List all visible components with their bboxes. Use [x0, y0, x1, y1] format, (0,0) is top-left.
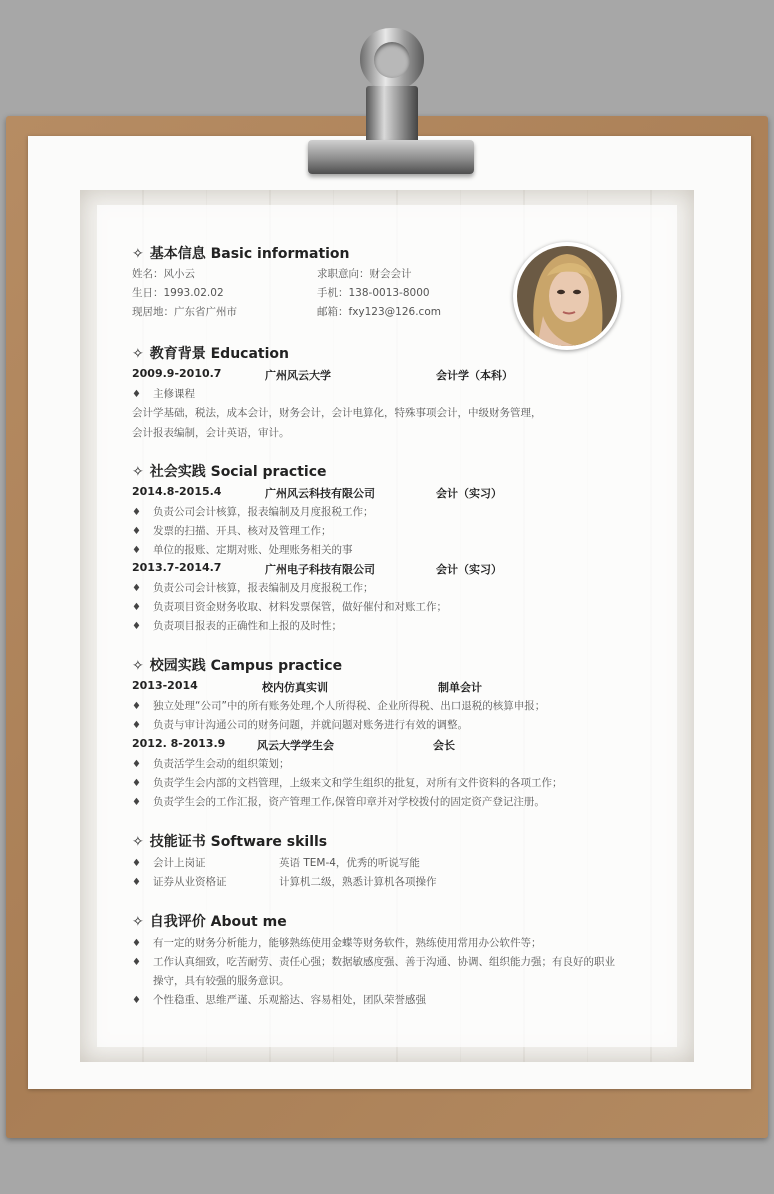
- activity-role: 会长: [433, 739, 455, 752]
- sparkle-icon: ✧: [132, 834, 144, 850]
- email-field: 邮箱：fxy123@126.com: [317, 306, 441, 318]
- section-title-skills: ✧ 技能证书 Software skills: [132, 834, 328, 850]
- section-title-about: ✧ 自我评价 About me: [132, 914, 287, 930]
- job-period: 2014.8-2015.4: [132, 485, 222, 498]
- list-item: ♦ 会计上岗证: [132, 857, 206, 869]
- section-title-education: ✧ 教育背景 Education: [132, 346, 289, 362]
- bullet-icon: ♦: [132, 759, 141, 770]
- list-item: ♦ 负责活学生会动的组织策划；: [132, 758, 290, 770]
- bullet-icon: ♦: [132, 957, 141, 968]
- education-period: 2009.9-2010.7: [132, 367, 222, 380]
- section-title-campus: ✧ 校园实践 Campus practice: [132, 658, 343, 674]
- skill-desc: 计算机二级，熟悉计算机各项操作: [279, 876, 437, 888]
- education-school: 广州风云大学: [265, 369, 331, 382]
- list-item: ♦ 负责与审计沟通公司的财务问题，并就问题对账务进行有效的调整。: [132, 719, 468, 731]
- bullet-icon: ♦: [132, 507, 141, 518]
- bullet-icon: ♦: [132, 797, 141, 808]
- activity-org: 风云大学学生会: [257, 739, 334, 752]
- courses-line: 会计学基础，税法，成本会计，财务会计，会计电算化，特殊事项会计，中级财务管理，: [132, 407, 542, 419]
- birth-field: 生日：1993.02.02: [132, 287, 224, 299]
- list-item: ♦ 发票的扫描、开具、核对及管理工作；: [132, 525, 332, 537]
- sparkle-icon: ✧: [132, 246, 144, 262]
- list-item: ♦ 负责项目资金财务收取、材料发票保管，做好催付和对账工作；: [132, 601, 447, 613]
- bullet-icon: ♦: [132, 602, 141, 613]
- bullet-icon: ♦: [132, 583, 141, 594]
- section-title-basic: ✧ 基本信息 Basic information: [132, 246, 350, 262]
- list-item: ♦ 负责公司会计核算，报表编制及月度报税工作；: [132, 582, 374, 594]
- sparkle-icon: ✧: [132, 914, 144, 930]
- sparkle-icon: ✧: [132, 346, 144, 362]
- list-item: ♦ 负责学生会的工作汇报，资产管理工作,保管印章并对学校拨付的固定资产登记注册。: [132, 796, 545, 808]
- avatar: [513, 242, 621, 350]
- intention-field: 求职意向：财会会计: [317, 268, 412, 280]
- courses-line: 会计报表编制，会计英语，审计。: [132, 427, 290, 439]
- list-item: ♦ 负责学生会内部的文档管理，上级来文和学生组织的批复，对所有文件资料的各项工作；: [132, 777, 563, 789]
- bullet-icon: ♦: [132, 858, 141, 869]
- job-company: 广州风云科技有限公司: [265, 487, 375, 500]
- job-period: 2013.7-2014.7: [132, 561, 222, 574]
- bullet-icon: ♦: [132, 621, 141, 632]
- sparkle-icon: ✧: [132, 658, 144, 674]
- list-item: ♦ 负责公司会计核算，报表编制及月度报税工作；: [132, 506, 374, 518]
- list-item-continuation: 操守，具有较强的服务意识。: [153, 975, 290, 987]
- list-item: ♦ 有一定的财务分析能力，能够熟练使用金蝶等财务软件，熟练使用常用办公软件等；: [132, 937, 542, 949]
- education-major: 会计学（本科）: [436, 369, 513, 382]
- name-field: 姓名：风小云: [132, 268, 195, 280]
- list-item: ♦ 个性稳重、思维严谨、乐观豁达、容易相处，团队荣誉感强: [132, 994, 426, 1006]
- sparkle-icon: ✧: [132, 464, 144, 480]
- bullet-icon: ♦: [132, 701, 141, 712]
- activity-role: 制单会计: [438, 681, 482, 694]
- job-company: 广州电子科技有限公司: [265, 563, 375, 576]
- list-item: ♦ 单位的报账、定期对账、处理账务相关的事: [132, 544, 353, 556]
- list-item: ♦ 负责项目报表的正确性和上报的及时性；: [132, 620, 342, 632]
- list-item: ♦ 主修课程: [132, 388, 195, 400]
- activity-period: 2013-2014: [132, 679, 198, 692]
- job-role: 会计（实习）: [436, 487, 502, 500]
- job-role: 会计（实习）: [436, 563, 502, 576]
- list-item: ♦ 工作认真细致，吃苦耐劳、责任心强；数据敏感度强、善于沟通、协调、组织能力强；有良好的职业: [132, 956, 615, 968]
- bullet-icon: ♦: [132, 877, 141, 888]
- activity-period: 2012. 8-2013.9: [132, 737, 226, 750]
- bullet-icon: ♦: [132, 389, 141, 400]
- binder-clip-icon: [308, 28, 474, 176]
- bullet-icon: ♦: [132, 526, 141, 537]
- list-item: ♦ 独立处理“公司”中的所有账务处理,个人所得税、企业所得税、出口退税的核算申报；: [132, 700, 546, 712]
- bullet-icon: ♦: [132, 720, 141, 731]
- bullet-icon: ♦: [132, 995, 141, 1006]
- phone-field: 手机：138-0013-8000: [317, 287, 430, 299]
- section-title-social: ✧ 社会实践 Social practice: [132, 464, 327, 480]
- skill-desc: 英语 TEM-4，优秀的听说写能: [279, 857, 420, 869]
- bullet-icon: ♦: [132, 545, 141, 556]
- bullet-icon: ♦: [132, 778, 141, 789]
- bullet-icon: ♦: [132, 938, 141, 949]
- activity-org: 校内仿真实训: [262, 681, 328, 694]
- residence-field: 现居地：广东省广州市: [132, 306, 237, 318]
- list-item: ♦ 证券从业资格证: [132, 876, 227, 888]
